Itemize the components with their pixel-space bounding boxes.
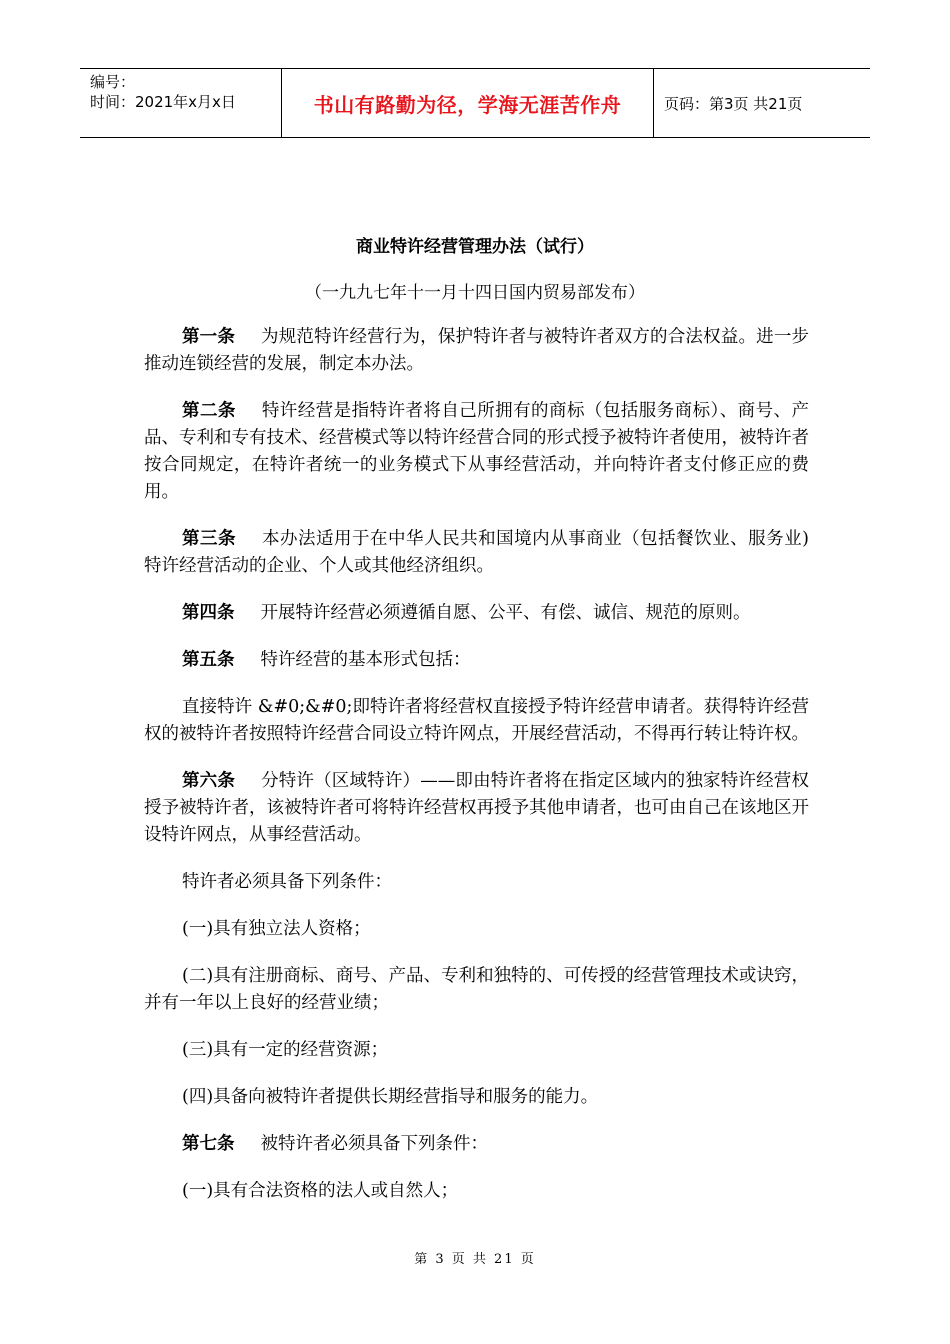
list-item: [144, 1084, 809, 1111]
paragraph-text: 特许者必须具备下列条件：: [182, 872, 392, 892]
list-item: [144, 916, 809, 943]
article-paragraph: [144, 324, 809, 378]
header-motto: 书山有路勤为径，学海无涯苦作舟: [282, 69, 654, 137]
article-paragraph: [144, 1131, 809, 1158]
document-number-label: 编号：: [90, 73, 136, 91]
article-paragraph: [144, 398, 809, 506]
paragraph-text: (一)具有独立法人资格；: [182, 919, 371, 939]
paragraph-text: 开展特许经营必须遵循自愿、公平、有偿、诚信、规范的原则。: [260, 603, 751, 623]
article-number: 第四条: [182, 603, 235, 623]
paragraph-text: (三)具有一定的经营资源；: [182, 1040, 389, 1060]
list-item: [144, 963, 809, 1017]
document-date-label: 时间：2021年x月x日: [90, 93, 236, 111]
page-footer: 第 3 页 共 21 页: [414, 1252, 536, 1267]
document-subtitle: （一九九七年十一月十四日国内贸易部发布）: [305, 283, 645, 303]
document-header: [80, 68, 870, 138]
paragraph-text: 本办法适用于在中华人民共和国境内从事商业（包括餐饮业、服务业)特许经营活动的企业、个人或其他经济组织。: [144, 529, 809, 576]
paragraph-text: (四)具备向被特许者提供长期经营指导和服务的能力。: [182, 1087, 599, 1107]
article-number: 第三条: [182, 529, 237, 549]
paragraph-text: 被特许者必须具备下列条件：: [260, 1134, 488, 1154]
document-title: 商业特许经营管理办法（试行）: [356, 237, 594, 257]
paragraph-text: 为规范特许经营行为，保护特许者与被特许者双方的合法权益。进一步推动连锁经营的发展，制定本办法。: [144, 327, 809, 374]
paragraph-text: 特许经营是指特许者将自己所拥有的商标（包括服务商标）、商号、产品、专利和专有技术、经营模式等以特许经营合同的形式授予被特许者使用，被特许者按合同规定，在特许者统一的业务模式下从事经营活动，并向特许者支付修正应的费用。: [144, 401, 810, 502]
list-item: [144, 1178, 809, 1205]
article-number: 第五条: [182, 650, 235, 670]
header-meta: [80, 69, 282, 137]
paragraph-text: 分特许（区域特许）——即由特许者将在指定区域内的独家特许经营权授予被特许者，该被特许者可将特许经营权再授予其他申请者，也可由自己在该地区开设特许网点，从事经营活动。: [144, 771, 809, 845]
article-paragraph: [144, 768, 809, 849]
document-body: [144, 324, 809, 1225]
article-paragraph: [144, 647, 809, 674]
body-paragraph: [144, 869, 809, 896]
paragraph-text: (一)具有合法资格的法人或自然人；: [182, 1181, 459, 1201]
article-number: 第二条: [182, 401, 236, 421]
header-page-info: 页码：第3页 共21页: [664, 94, 803, 113]
article-number: 第一条: [182, 327, 236, 347]
body-paragraph: [144, 694, 809, 748]
paragraph-text: (二)具有注册商标、商号、产品、专利和独特的、可传授的经营管理技术或诀窍，并有一年以上良好的经营业绩；: [144, 966, 809, 1013]
article-number: 第七条: [182, 1134, 235, 1154]
paragraph-text: 特许经营的基本形式包括：: [260, 650, 471, 670]
article-paragraph: [144, 600, 809, 627]
article-paragraph: [144, 526, 809, 580]
paragraph-text: 直接特许 &#0;&#0;即特许者将经营权直接授予特许经营申请者。获得特许经营权的被特许者按照特许经营合同设立特许网点，开展经营活动，不得再行转让特许权。: [144, 697, 809, 744]
list-item: [144, 1037, 809, 1064]
article-number: 第六条: [182, 771, 236, 791]
